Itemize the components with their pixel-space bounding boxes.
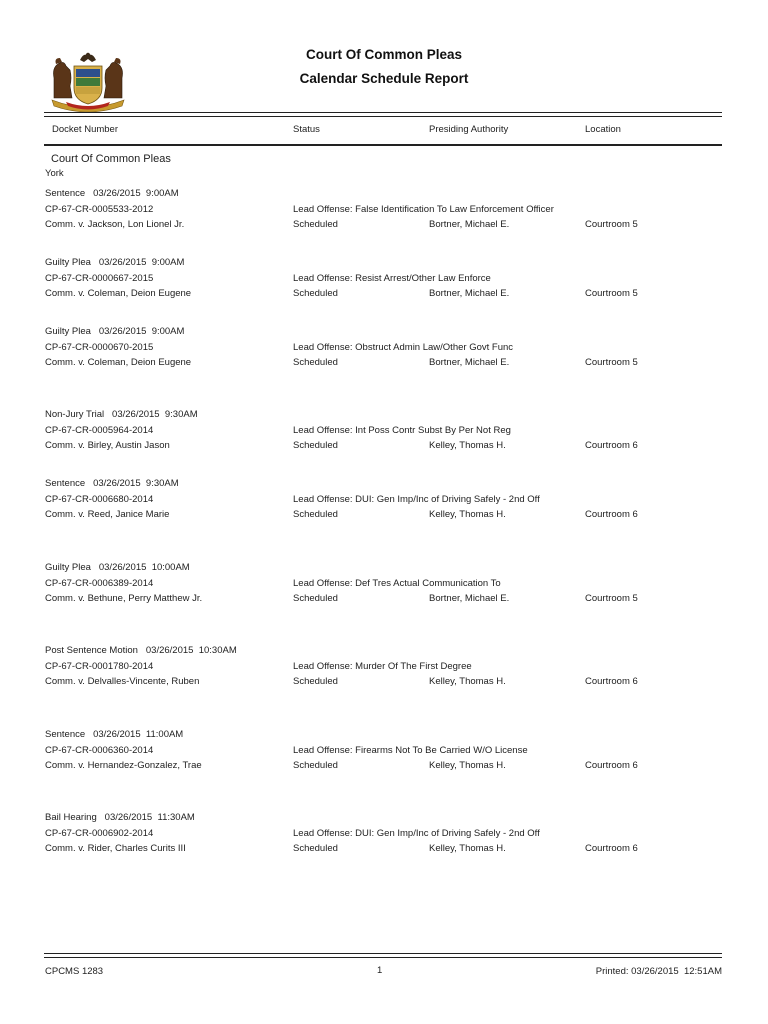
entry-status: Scheduled [293, 357, 338, 368]
entry-offense: Lead Offense: DUI: Gen Imp/Inc of Driving Safely - 2nd Off [293, 828, 540, 839]
entry-offense: Lead Offense: DUI: Gen Imp/Inc of Driving Safely - 2nd Off [293, 494, 540, 505]
entry-offense: Lead Offense: Firearms Not To Be Carried W/O License [293, 745, 528, 756]
entry-offense: Lead Offense: Murder Of The First Degree [293, 661, 472, 672]
entry-judge: Bortner, Michael E. [429, 593, 510, 604]
header-rule-bottom [44, 144, 722, 146]
entry-caption: Comm. v. Jackson, Lon Lionel Jr. [45, 219, 185, 230]
calendar-entry [0, 478, 768, 528]
entry-status: Scheduled [293, 760, 338, 771]
entry-date: 03/26/2015 [145, 645, 194, 656]
entry-location: Courtroom 5 [585, 288, 638, 299]
entry-caption: Comm. v. Birley, Austin Jason [45, 440, 170, 451]
entry-date: 03/26/2015 [98, 257, 147, 268]
entry-location: Courtroom 6 [585, 760, 638, 771]
entry-event-line [45, 257, 184, 268]
entry-location: Courtroom 5 [585, 357, 638, 368]
report-subtitle: Calendar Schedule Report [299, 71, 469, 86]
column-header-location: Location [585, 124, 621, 135]
column-header-authority: Presiding Authority [429, 124, 509, 135]
calendar-entry [0, 326, 768, 376]
entry-date: 03/26/2015 [93, 478, 141, 489]
entry-time: 9:00AM [145, 188, 179, 199]
entry-event: Guilty Plea [45, 326, 91, 337]
entry-docket: CP-67-CR-0005533-2012 [45, 204, 154, 215]
entry-status: Scheduled [293, 509, 338, 520]
entry-caption: Comm. v. Hernandez-Gonzalez, Trae [45, 760, 202, 771]
entry-time: 9:00AM [151, 326, 185, 337]
entry-docket: CP-67-CR-0006680-2014 [45, 494, 154, 505]
entry-time: 11:30AM [157, 812, 195, 823]
entry-location: Courtroom 6 [585, 440, 638, 451]
entry-event-line [45, 409, 198, 420]
entry-judge: Kelley, Thomas H. [429, 509, 506, 520]
entry-date: 03/26/2015 [112, 409, 160, 420]
entry-status: Scheduled [293, 219, 338, 230]
entry-docket: CP-67-CR-0005964-2014 [45, 425, 154, 436]
entry-judge: Kelley, Thomas H. [429, 676, 506, 687]
calendar-entry [0, 812, 768, 862]
entry-docket: CP-67-CR-0006902-2014 [45, 828, 154, 839]
footer-rule-2 [44, 957, 722, 958]
entry-offense: Lead Offense: Obstruct Admin Law/Other Govt Func [293, 342, 514, 353]
entry-status: Scheduled [293, 288, 338, 299]
entry-caption: Comm. v. Coleman, Deion Eugene [45, 357, 192, 368]
entry-event-line [45, 478, 179, 489]
entry-event: Non-Jury Trial [45, 409, 105, 420]
entry-location: Courtroom 6 [585, 509, 638, 520]
entry-caption: Comm. v. Rider, Charles Curits III [45, 843, 186, 854]
entry-caption: Comm. v. Delvalles-Vincente, Ruben [45, 676, 200, 687]
entry-date: 03/26/2015 [93, 729, 141, 740]
section-county: York [45, 168, 64, 179]
footer-form-id: CPCMS 1283 [45, 966, 104, 977]
entry-event: Bail Hearing [45, 812, 97, 823]
entry-docket: CP-67-CR-0006389-2014 [45, 578, 154, 589]
entry-event: Sentence [45, 478, 86, 489]
calendar-entry [0, 729, 768, 779]
entry-event: Sentence [45, 188, 86, 199]
entry-offense: Lead Offense: Resist Arrest/Other Law Enforce [293, 273, 491, 284]
entry-judge: Bortner, Michael E. [429, 219, 510, 230]
entry-date: 03/26/2015 [98, 326, 147, 337]
entry-judge: Bortner, Michael E. [429, 288, 510, 299]
header-rule-top-2 [44, 116, 722, 117]
footer-page-number: 1 [377, 965, 383, 976]
entry-caption: Comm. v. Reed, Janice Marie [45, 509, 170, 520]
footer-printed: Printed: 03/26/2015 12:51AM [595, 966, 722, 977]
entry-status: Scheduled [293, 676, 338, 687]
entry-docket: CP-67-CR-0000670-2015 [45, 342, 154, 353]
entry-event-line [45, 812, 195, 823]
calendar-entry [0, 409, 768, 459]
entry-time: 10:30AM [198, 645, 237, 656]
entry-event: Post Sentence Motion [45, 645, 138, 656]
column-header-docket: Docket Number [52, 124, 118, 135]
footer-rule-1 [44, 953, 722, 954]
entry-status: Scheduled [293, 440, 338, 451]
entry-date: 03/26/2015 [98, 562, 147, 573]
section-court: Court Of Common Pleas [51, 153, 171, 165]
entry-location: Courtroom 5 [585, 593, 638, 604]
entry-event-line [45, 326, 184, 337]
entry-status: Scheduled [293, 843, 338, 854]
entry-docket: CP-67-CR-0001780-2014 [45, 661, 154, 672]
entry-judge: Kelley, Thomas H. [429, 440, 506, 451]
entry-location: Courtroom 6 [585, 676, 638, 687]
entry-event: Sentence [45, 729, 86, 740]
entry-time: 10:00AM [151, 562, 190, 573]
entry-date: 03/26/2015 [93, 188, 141, 199]
entry-event: Guilty Plea [45, 257, 91, 268]
entry-time: 9:30AM [145, 478, 179, 489]
entry-date: 03/26/2015 [104, 812, 153, 823]
entry-time: 9:00AM [151, 257, 185, 268]
entry-docket: CP-67-CR-0006360-2014 [45, 745, 154, 756]
entry-judge: Kelley, Thomas H. [429, 843, 506, 854]
calendar-entry [0, 645, 768, 695]
report-title: Court Of Common Pleas [305, 47, 462, 62]
entry-event: Guilty Plea [45, 562, 91, 573]
entry-docket: CP-67-CR-0000667-2015 [45, 273, 154, 284]
entry-caption: Comm. v. Coleman, Deion Eugene [45, 288, 192, 299]
entry-event-line [45, 645, 237, 656]
entry-status: Scheduled [293, 593, 338, 604]
entry-judge: Kelley, Thomas H. [429, 760, 506, 771]
calendar-entry [0, 188, 768, 238]
column-header-status: Status [293, 124, 320, 135]
entry-location: Courtroom 6 [585, 843, 638, 854]
entry-location: Courtroom 5 [585, 219, 638, 230]
entry-offense: Lead Offense: Int Poss Contr Subst By Per Not Reg [293, 425, 511, 436]
entry-time: 9:30AM [164, 409, 198, 420]
entry-event-line [45, 729, 183, 740]
entry-judge: Bortner, Michael E. [429, 357, 510, 368]
entry-caption: Comm. v. Bethune, Perry Matthew Jr. [45, 593, 203, 604]
header-rule-top [44, 112, 722, 113]
entry-offense: Lead Offense: False Identification To Law Enforcement Officer [293, 204, 554, 215]
entry-event-line [45, 188, 179, 199]
entry-time: 11:00AM [145, 729, 184, 740]
calendar-entry [0, 257, 768, 307]
entry-offense: Lead Offense: Def Tres Actual Communication To [293, 578, 501, 589]
calendar-entry [0, 562, 768, 612]
entry-event-line [45, 562, 190, 573]
